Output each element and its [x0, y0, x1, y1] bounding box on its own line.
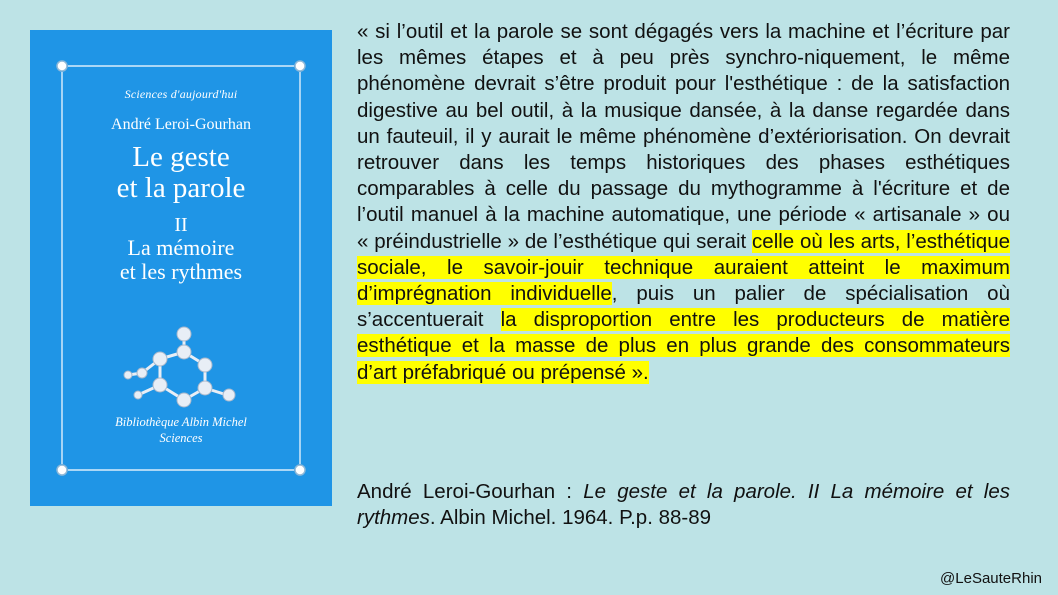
author-handle: @LeSauteRhin [940, 570, 1042, 587]
quote-highlight1: celle où les arts, l’esthétique sociale, le savoir-jouir technique auraient atteint le maximum d’imprégnation individuelle [357, 229, 1011, 306]
book-cover [30, 30, 332, 506]
quote-highlight2: la disproportion entre les producteurs de matière esthétique et la masse de plus en plus grande des consommateurs d’art préfabriqué ou prépensé ». [357, 308, 1010, 384]
book-title-line1: Le geste [132, 141, 230, 173]
quote-text [357, 19, 1010, 386]
citation-details: . Albin Michel. 1964. P.p. 88-89 [429, 506, 712, 530]
book-title-line2: et la parole [116, 172, 246, 204]
book-subtitle-line1: La mémoire [127, 235, 235, 260]
book-publisher-line2: Sciences [159, 431, 203, 445]
book-series: Sciences d'aujourd'hui [124, 87, 238, 101]
book-publisher-line1: Bibliothèque Albin Michel [115, 415, 247, 429]
citation-author: André Leroi-Gourhan : [357, 480, 584, 503]
citation-title: Le geste et la parole. II La mémoire et les rythmes [357, 480, 1010, 530]
quote-part2: , puis un palier de spécialisation où s’accentuerait [357, 282, 1010, 332]
molecule-illustration [124, 327, 235, 407]
book-author: André Leroi-Gourhan [111, 116, 251, 133]
book-subtitle-line2: et les rythmes [119, 259, 243, 284]
book-volume: II [174, 214, 188, 236]
quote-part1: « si l’outil et la parole se sont dégagés vers la machine et l’écriture par les mêmes étapes et à peu près synchro-niquement, le même phénomène devrait s’être produit pour l'esthétique : de la satisfaction digestive au bel outil, à la musique dansée, à la danse regardée dans un fauteuil, il y aurait le même phénomène d’extériorisation. On devrait retrouver dans les temps historiques des phases esthétiques comparables à celle du passage du mythogramme à l'écriture et de l’outil manuel à la machine automatique, une période « artisanale » ou « préindustrielle » de l’esthétique qui serait [357, 20, 1010, 253]
citation [357, 479, 1010, 531]
